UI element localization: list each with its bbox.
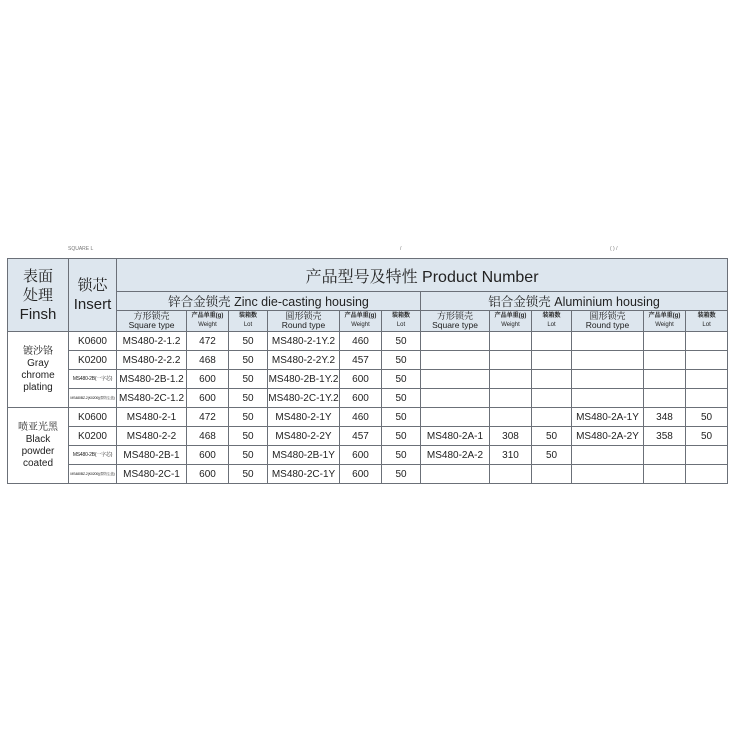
alu-square-weight	[490, 370, 532, 389]
alu-square-model	[421, 465, 490, 484]
zinc-round-lot: 50	[382, 370, 421, 389]
zinc-round-weight: 600	[340, 465, 382, 484]
zinc-round-model: MS480-2B-1Y.2	[268, 370, 340, 389]
zinc-round-weight: 460	[340, 332, 382, 351]
zinc-round-model: MS480-2C-1Y	[268, 465, 340, 484]
aluminium-housing-group-header: 铝合金锁壳 Aluminium housing	[421, 292, 728, 311]
alu-square-weight-header: 产品单重(g) Weight	[490, 311, 532, 332]
alu-round-model: MS480-2A-1Y	[572, 408, 644, 427]
alu-round-weight-header: 产品单重(g) Weight	[644, 311, 686, 332]
alu-round-model	[572, 446, 644, 465]
zinc-round-lot: 50	[382, 408, 421, 427]
cropped-text-fragment: SQUARE L	[68, 246, 94, 252]
alu-round-lot	[686, 465, 728, 484]
alu-square-lot	[532, 408, 572, 427]
zinc-square-model: MS480-2-1	[117, 408, 187, 427]
zinc-housing-group-header: 锌合金锁壳 Zinc die-casting housing	[117, 292, 421, 311]
alu-square-lot	[532, 370, 572, 389]
insert-cell: MS480-2B(一字芯)	[69, 446, 117, 465]
alu-square-weight	[490, 332, 532, 351]
insert-cell: K0200	[69, 427, 117, 446]
zinc-round-model: MS480-2B-1Y	[268, 446, 340, 465]
alu-square-weight: 310	[490, 446, 532, 465]
zinc-square-lot: 50	[229, 465, 268, 484]
alu-square-lot: 50	[532, 446, 572, 465]
insert-cell: K0600	[69, 408, 117, 427]
zinc-square-model: MS480-2-2	[117, 427, 187, 446]
alu-square-weight	[490, 389, 532, 408]
product-spec-table	[7, 258, 728, 484]
alu-round-header: 圆形锁壳 Round type	[572, 311, 644, 332]
alu-square-weight	[490, 351, 532, 370]
insert-cell: K0600	[69, 332, 117, 351]
zinc-round-lot-header: 装箱数 Lot	[382, 311, 421, 332]
zinc-square-weight-header: 产品单重(g) Weight	[187, 311, 229, 332]
finish-gray-chrome: 镀沙铬 Gray chrome plating	[8, 332, 69, 408]
alu-square-model	[421, 351, 490, 370]
zinc-square-weight: 600	[187, 370, 229, 389]
table-row	[8, 427, 728, 446]
table-body	[8, 332, 728, 484]
finish-column-header	[8, 259, 69, 332]
zinc-square-lot: 50	[229, 446, 268, 465]
zinc-square-lot-header: 装箱数 Lot	[229, 311, 268, 332]
alu-round-weight: 358	[644, 427, 686, 446]
zinc-square-model: MS480-2B-1.2	[117, 370, 187, 389]
zinc-round-weight: 457	[340, 427, 382, 446]
alu-round-lot	[686, 332, 728, 351]
alu-round-lot	[686, 389, 728, 408]
alu-round-weight	[644, 351, 686, 370]
zinc-round-lot: 50	[382, 389, 421, 408]
table-row	[8, 408, 728, 427]
alu-round-lot	[686, 351, 728, 370]
alu-round-weight	[644, 389, 686, 408]
insert-cell: MS480-2B(一字芯)	[69, 370, 117, 389]
finish-black-powder: 喷亚光黑 Black powder coated	[8, 408, 69, 484]
alu-round-lot	[686, 370, 728, 389]
zinc-round-model: MS480-2C-1Y.2	[268, 389, 340, 408]
insert-column-header	[69, 259, 117, 332]
table-row	[8, 351, 728, 370]
insert-cell: MS480BZ-2(K0200)(带防尘盖)	[69, 465, 117, 484]
alu-round-lot-header: 装箱数 Lot	[686, 311, 728, 332]
alu-round-weight: 348	[644, 408, 686, 427]
zinc-square-weight: 600	[187, 389, 229, 408]
zinc-round-model: MS480-2-1Y	[268, 408, 340, 427]
cropped-text-fragment: /	[400, 246, 402, 252]
alu-round-model: MS480-2A-2Y	[572, 427, 644, 446]
finish-label-zh-2: 处理	[22, 286, 53, 304]
alu-square-lot	[532, 389, 572, 408]
insert-cell: MS480BZ-2(K0200)(带防尘盖)	[69, 389, 117, 408]
alu-square-model	[421, 389, 490, 408]
zinc-square-lot: 50	[229, 408, 268, 427]
zinc-round-lot: 50	[382, 427, 421, 446]
zinc-round-model: MS480-2-1Y.2	[268, 332, 340, 351]
insert-cell: K0200	[69, 351, 117, 370]
zinc-round-lot: 50	[382, 332, 421, 351]
alu-square-model: MS480-2A-2	[421, 446, 490, 465]
zinc-round-weight-header: 产品单重(g) Weight	[340, 311, 382, 332]
table-row	[8, 370, 728, 389]
alu-square-lot	[532, 332, 572, 351]
zinc-square-weight: 472	[187, 408, 229, 427]
zinc-square-model: MS480-2C-1.2	[117, 389, 187, 408]
zinc-square-weight: 468	[187, 427, 229, 446]
alu-round-lot: 50	[686, 408, 728, 427]
zinc-square-model: MS480-2-2.2	[117, 351, 187, 370]
zinc-square-lot: 50	[229, 370, 268, 389]
table-row	[8, 465, 728, 484]
table-row	[8, 389, 728, 408]
zinc-round-lot: 50	[382, 465, 421, 484]
zinc-round-weight: 600	[340, 389, 382, 408]
finish-label-en: Finsh	[19, 305, 57, 323]
zinc-square-header: 方形锁壳 Square type	[117, 311, 187, 332]
alu-round-model	[572, 389, 644, 408]
zinc-square-weight: 472	[187, 332, 229, 351]
alu-square-lot	[532, 465, 572, 484]
alu-round-model	[572, 351, 644, 370]
alu-square-weight	[490, 408, 532, 427]
table-header	[8, 259, 728, 332]
alu-square-lot	[532, 351, 572, 370]
alu-square-model	[421, 370, 490, 389]
zinc-round-weight: 457	[340, 351, 382, 370]
zinc-round-model: MS480-2-2Y	[268, 427, 340, 446]
table-row	[8, 332, 728, 351]
alu-square-weight: 308	[490, 427, 532, 446]
alu-square-model	[421, 408, 490, 427]
insert-label-en: Insert	[73, 296, 112, 313]
product-number-title: 产品型号及特性 Product Number	[117, 259, 728, 292]
zinc-square-weight: 468	[187, 351, 229, 370]
zinc-square-weight: 600	[187, 465, 229, 484]
alu-square-weight	[490, 465, 532, 484]
alu-square-lot: 50	[532, 427, 572, 446]
zinc-square-lot: 50	[229, 389, 268, 408]
zinc-square-model: MS480-2B-1	[117, 446, 187, 465]
alu-round-weight	[644, 332, 686, 351]
table-row	[8, 446, 728, 465]
finish-label-zh-1: 表面	[22, 267, 53, 285]
zinc-round-weight: 460	[340, 408, 382, 427]
alu-round-lot: 50	[686, 427, 728, 446]
zinc-round-lot: 50	[382, 446, 421, 465]
zinc-round-weight: 600	[340, 446, 382, 465]
zinc-square-lot: 50	[229, 351, 268, 370]
alu-round-weight	[644, 370, 686, 389]
zinc-round-weight: 600	[340, 370, 382, 389]
alu-round-model	[572, 370, 644, 389]
alu-round-model	[572, 465, 644, 484]
zinc-round-model: MS480-2-2Y.2	[268, 351, 340, 370]
zinc-round-lot: 50	[382, 351, 421, 370]
alu-round-weight	[644, 465, 686, 484]
zinc-square-lot: 50	[229, 427, 268, 446]
alu-round-lot	[686, 446, 728, 465]
alu-square-header: 方形锁壳 Square type	[421, 311, 490, 332]
zinc-square-model: MS480-2-1.2	[117, 332, 187, 351]
alu-square-model	[421, 332, 490, 351]
alu-square-lot-header: 装箱数 Lot	[532, 311, 572, 332]
alu-square-model: MS480-2A-1	[421, 427, 490, 446]
zinc-round-header: 圆形锁壳 Round type	[268, 311, 340, 332]
zinc-square-model: MS480-2C-1	[117, 465, 187, 484]
cropped-text-fragment: ( ) /	[610, 246, 618, 252]
insert-label-zh: 锁芯	[77, 277, 108, 294]
zinc-square-lot: 50	[229, 332, 268, 351]
alu-round-weight	[644, 446, 686, 465]
zinc-square-weight: 600	[187, 446, 229, 465]
alu-round-model	[572, 332, 644, 351]
